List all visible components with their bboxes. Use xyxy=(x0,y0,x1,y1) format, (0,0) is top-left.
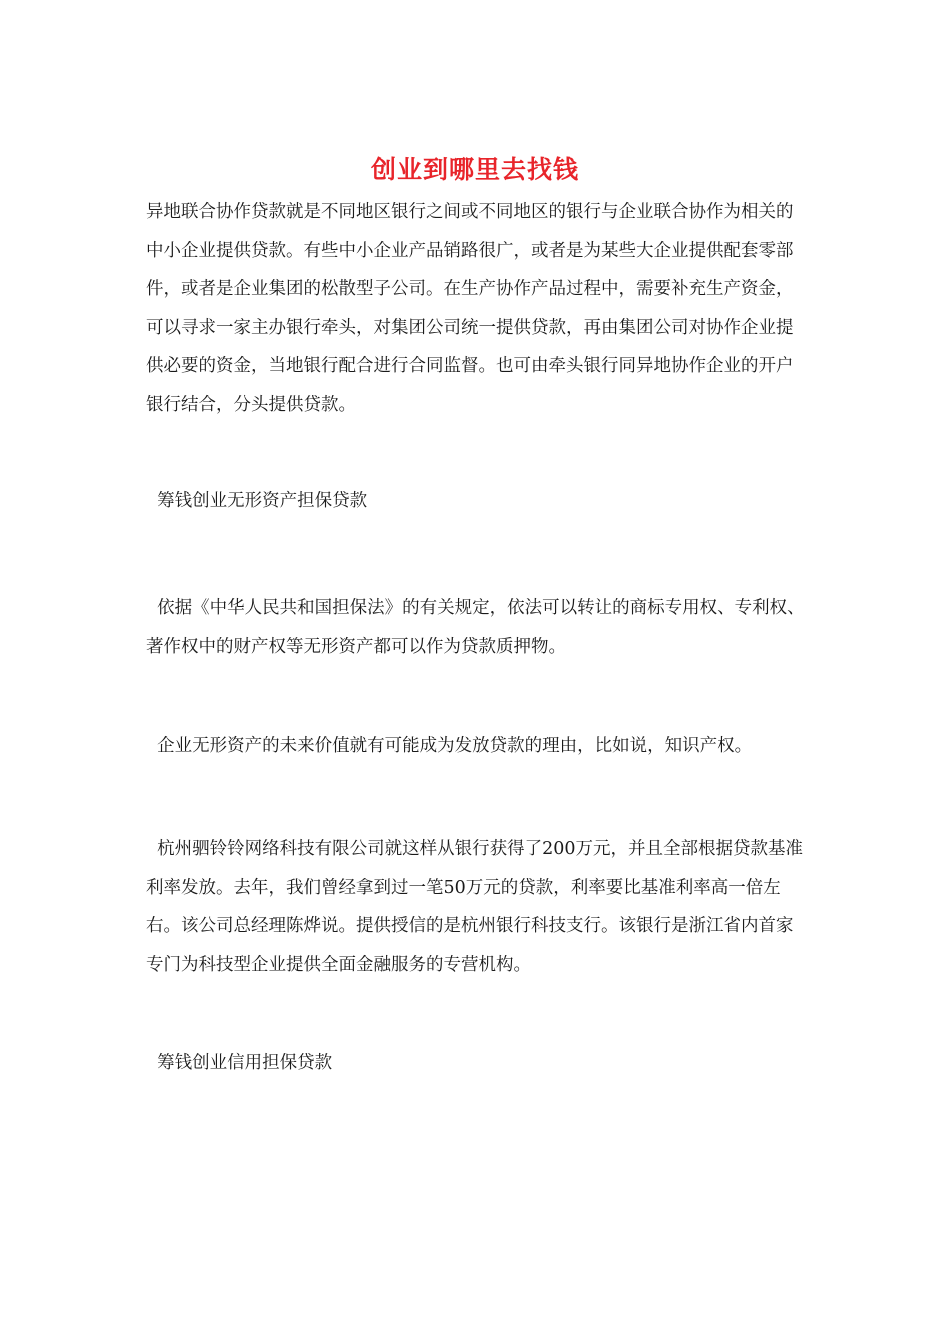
page-title: 创业到哪里去找钱 xyxy=(370,155,579,184)
paragraph-cross-region-loan: 异地联合协作贷款就是不同地区银行之间或不同地区的银行与企业联合协作为相关的中小企业提供贷款。有些中小企业产品销路很广，或者是为某些大企业提供配套零部件，或者是企业集团的松散型子公司。在生产协作产品过程中，需要补充生产资金，可以寻求一家主办银行牵头，对集团公司统一提供贷款，再由集团公司对协作企业提供必要的资金，当地银行配合进行合同监督。也可由牵头银行同异地协作企业的开户银行结合，分头提供贷款。 xyxy=(146,202,794,415)
paragraph-guarantee-law: 依据《中华人民共和国担保法》的有关规定，依法可以转让的商标专用权、专利权、著作权中的财产权等无形资产都可以作为贷款质押物。 xyxy=(146,598,805,657)
section-heading-credit-guarantee-loan: 筹钱创业信用担保贷款 xyxy=(146,1053,333,1073)
section-heading-intangible-asset-loan: 筹钱创业无形资产担保贷款 xyxy=(146,491,368,511)
paragraph-future-value: 企业无形资产的未来价值就有可能成为发放贷款的理由，比如说，知识产权。 xyxy=(146,736,753,756)
paragraph-hangzhou-company: 杭州驷铃铃网络科技有限公司就这样从银行获得了200万元，并且全部根据贷款基准利率发放。去年，我们曾经拿到过一笔50万元的贷款，利率要比基准利率高一倍左右。该公司总经理陈烨说。提供授信的是杭州银行科技支行。该银行是浙江省内首家专门为科技型企业提供全面金融服务的专营机构。 xyxy=(146,839,804,975)
